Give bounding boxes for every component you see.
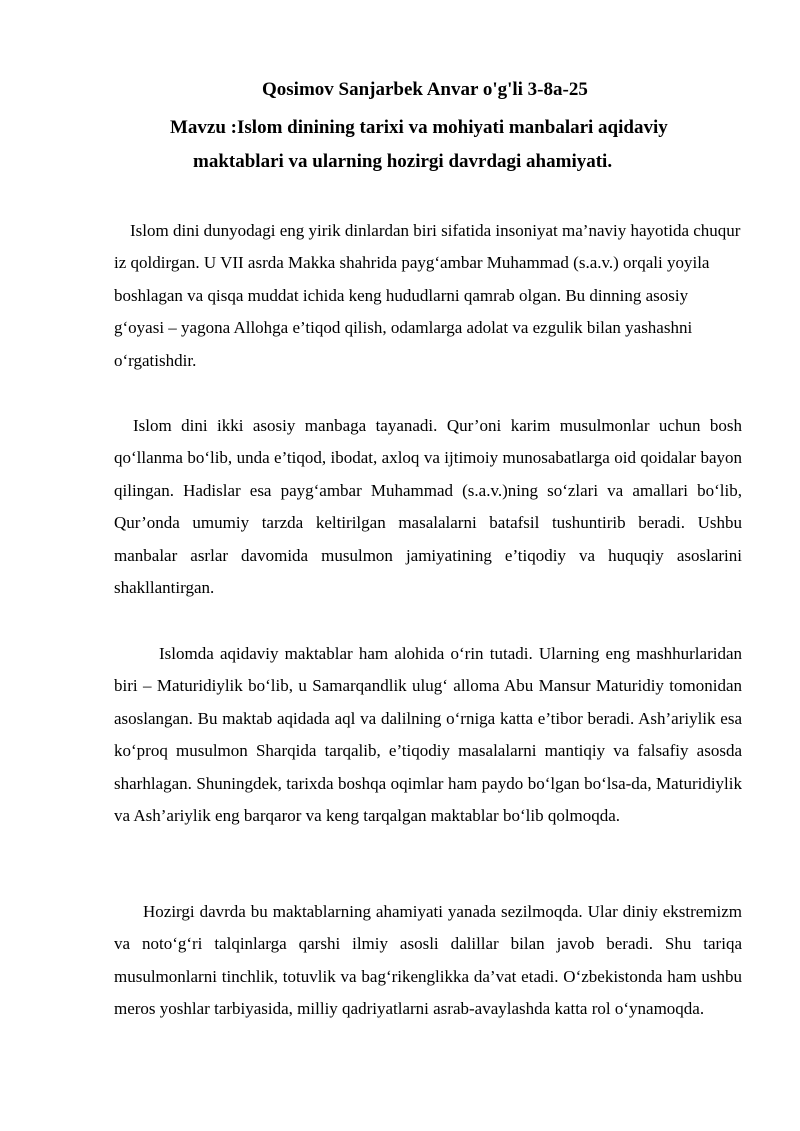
paragraph-introduction: Islom dini dunyodagi eng yirik dinlardan biri sifatida insoniyat ma’naviy hayotida chuqur iz qoldirgan. U VII asrda Makka shahrida payg‘ambar Muhammad (s.a.v.) orqali yoyila boshlagan va qisqa muddat ichida keng hududlarni qamrab olgan. Bu dinning asosiy g‘oyasi – yagona Allohga e’tiqod qilish, odamlarga adolat va ezgulik bilan yashashni o‘rgatishdir. (114, 221, 741, 370)
paragraph-modern-significance: Hozirgi davrda bu maktablarning ahamiyati yanada sezilmoqda. Ular diniy ekstremizm va noto‘g‘ri talqinlarga qarshi ilmiy asosli dalillar bilan javob beradi. Shu tariqa musulmonlarni tinchlik, totuvlik va bag‘rikenglikka da’vat etadi. O‘zbekistonda ham ushbu meros yoshlar tarbiyasida, milliy qadriyatlarni asrab-avaylashda katta rol o‘ynamoqda. (114, 902, 742, 1019)
paragraph-sources: Islom dini ikki asosiy manbaga tayanadi. Qur’oni karim musulmonlar uchun bosh qo‘llanma bo‘lib, unda e’tiqod, ibodat, axloq va ijtimoiy munosabatlarga oid qoidalar bayon qilingan. Hadislar esa payg‘ambar Muhammad (s.a.v.)ning so‘zlari va amallari bo‘lib, Qur’onda umumiy tarzda keltirilgan masalalarni batafsil tushuntirib beradi. Ushbu manbalar asrlar davomida musulmon jamiyatining e’tiqodiy va huquqiy asoslarini shakllantirgan. (114, 416, 742, 598)
paragraph-schools: Islomda aqidaviy maktablar ham alohida o‘rin tutadi. Ularning eng mashhurlaridan biri – Maturidiylik bo‘lib, u Samarqandlik ulug‘ alloma Abu Mansur Maturidiy tomonidan asoslangan. Bu maktab aqidada aql va dalilning o‘rniga katta e’tibor beradi. Ash’ariylik esa ko‘proq musulmon Sharqida tarqalib, e’tiqodiy masalalarni mantiqiy va falsafiy asosda sharhlagan. Shuningdek, tarixda boshqa oqimlar ham paydo bo‘lgan bo‘lsa-da, Maturidiylik va Ash’ariylik eng barqaror va keng tarqalgan maktablar bo‘lib qolmoqda. (114, 644, 742, 826)
topic-title-line-1: Mavzu :Islom dinining tarixi va mohiyati manbalari aqidaviy (170, 117, 668, 138)
topic-title-line-2: maktablari va ularning hozirgi davrdagi ahamiyati. (193, 151, 613, 172)
author-line: Qosimov Sanjarbek Anvar o'g'li 3-8a-25 (262, 79, 588, 100)
